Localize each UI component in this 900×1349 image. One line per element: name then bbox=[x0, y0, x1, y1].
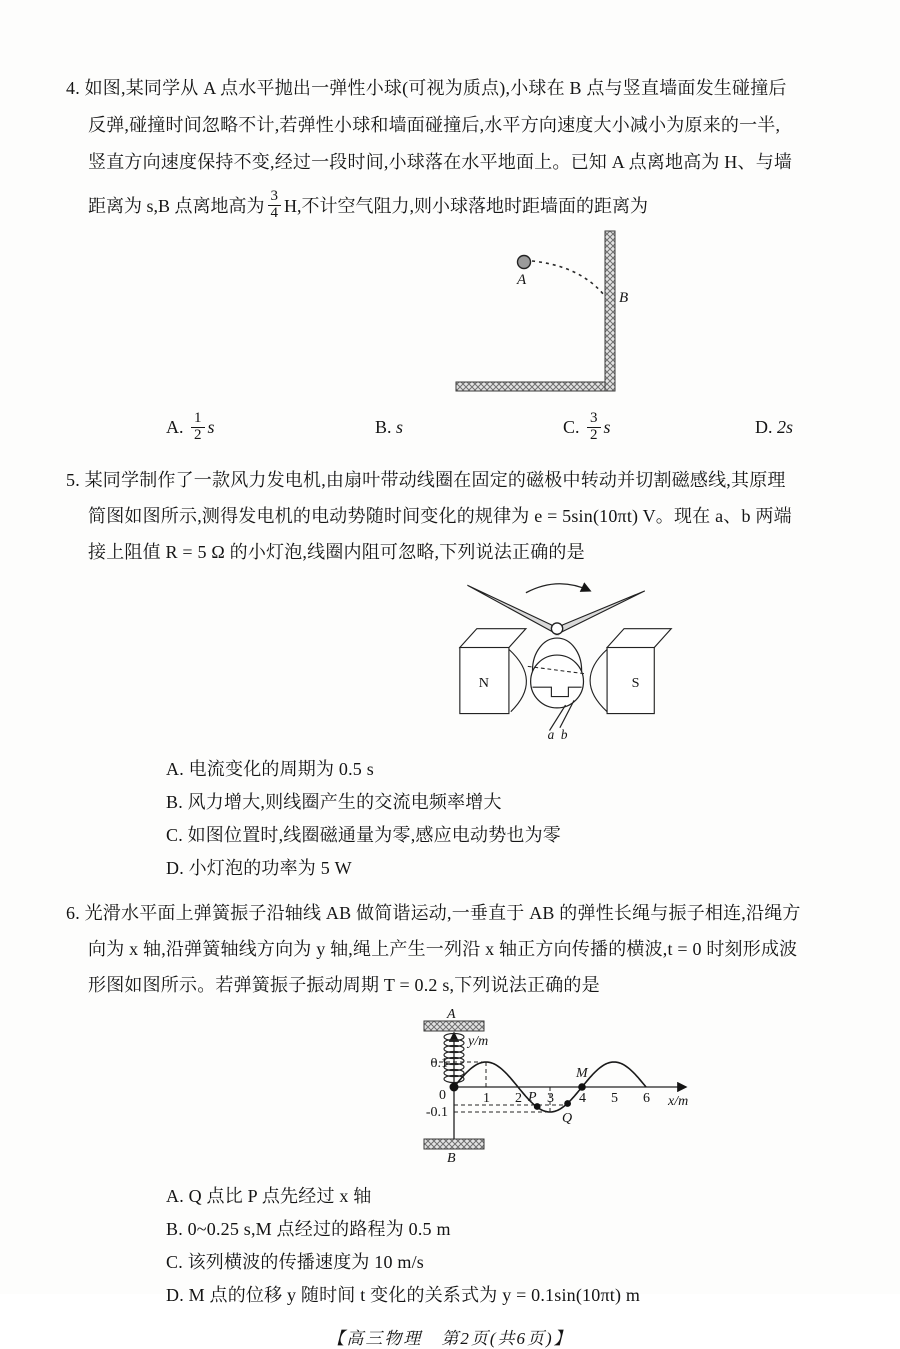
svg-text:3: 3 bbox=[547, 1091, 554, 1106]
footer-text: 【高三物理 第2页(共6页)】 bbox=[327, 1329, 573, 1348]
svg-text:2: 2 bbox=[515, 1091, 522, 1106]
page-footer bbox=[0, 1324, 900, 1349]
y-axis-label: y/m bbox=[468, 1034, 489, 1049]
fraction-denominator: 2 bbox=[587, 427, 601, 444]
option-b bbox=[375, 417, 563, 438]
q4-projectile-diagram bbox=[454, 231, 674, 397]
coil bbox=[531, 655, 584, 708]
fan-blade-left bbox=[467, 585, 557, 634]
option-label: C. bbox=[563, 416, 580, 437]
y-tick-negative: -0.1 bbox=[425, 1105, 448, 1120]
option-c: C. 如图位置时,线圈磁通量为零,感应电动势也为零 bbox=[166, 825, 562, 845]
option-label: B. bbox=[375, 416, 392, 437]
q5-options bbox=[166, 753, 852, 885]
question-6-text bbox=[66, 895, 852, 1003]
option-a: A. 电流变化的周期为 0.5 s bbox=[166, 759, 374, 779]
option-a: A. Q 点比 P 点先经过 x 轴 bbox=[166, 1186, 372, 1206]
option-c: C. 该列横波的传播速度为 10 m/s bbox=[166, 1252, 425, 1272]
point-a-label: A bbox=[517, 272, 527, 288]
option-suffix: s bbox=[603, 416, 611, 437]
rotation-arrow bbox=[526, 584, 590, 593]
magnet-south bbox=[607, 629, 671, 714]
fraction-numerator: 3 bbox=[590, 409, 598, 426]
point-m bbox=[578, 1083, 586, 1091]
option-a bbox=[166, 411, 375, 444]
option-label: D. bbox=[755, 416, 773, 437]
option-value: 2s bbox=[777, 416, 794, 437]
pole-face-left bbox=[509, 649, 526, 711]
wall-top bbox=[424, 1021, 484, 1031]
svg-text:4: 4 bbox=[579, 1091, 586, 1106]
point-b-label: B bbox=[619, 290, 629, 306]
svg-text:5: 5 bbox=[611, 1091, 618, 1106]
question-line: 形图如图所示。若弹簧振子振动周期 T = 0.2 s,下列说法正确的是 bbox=[88, 975, 600, 995]
option-b: B. 风力增大,则线圈产生的交流电频率增大 bbox=[166, 792, 502, 812]
y-tick-positive: 0.1 bbox=[430, 1056, 448, 1071]
origin-label: 0 bbox=[439, 1088, 446, 1103]
q6-figure bbox=[392, 1009, 852, 1172]
fan-blade-right bbox=[557, 591, 645, 634]
option-c bbox=[563, 411, 755, 444]
ball bbox=[518, 256, 531, 269]
fraction-denominator: 2 bbox=[191, 427, 205, 444]
question-line: 向为 x 轴,沿弹簧轴线方向为 y 轴,绳上产生一列沿 x 轴正方向传播的横波,t = 0 时刻形成波 bbox=[88, 939, 798, 959]
option-d: D. 小灯泡的功率为 5 W bbox=[166, 858, 352, 878]
q6-wave-diagram bbox=[392, 1009, 697, 1167]
magnet-north bbox=[460, 629, 526, 714]
question-line: 竖直方向速度保持不变,经过一段时间,小球落在水平地面上。已知 A 点离地高为 H、与墙 bbox=[88, 152, 793, 172]
fraction-numerator: 3 bbox=[270, 187, 279, 204]
point-m-label: M bbox=[576, 1066, 588, 1081]
question-line: 4. 如图,某同学从 A 点水平抛出一弹性小球(可视为质点),小球在 B 点与竖直墙面发生碰撞后 bbox=[66, 78, 787, 98]
option-suffix: s bbox=[207, 416, 215, 437]
question-line: 6. 光滑水平面上弹簧振子沿轴线 AB 做简谐运动,一垂直于 AB 的弹性长绳与振子相连,沿绳方 bbox=[66, 903, 801, 923]
question-line: 简图如图所示,测得发电机的电动势随时间变化的规律为 e = 5sin(10πt) V。现在 a、b 两端 bbox=[88, 506, 792, 526]
trajectory-dotted bbox=[532, 261, 604, 295]
fraction-three-halves bbox=[587, 411, 601, 444]
q6-options bbox=[166, 1180, 852, 1312]
option-value: s bbox=[396, 416, 404, 437]
text-after-fraction: H,不计空气阻力,则小球落地时距墙面的距离为 bbox=[284, 196, 649, 216]
question-line: 5. 某同学制作了一款风力发电机,由扇叶带动线圈在固定的磁极中转动并切割磁感线,其原理 bbox=[66, 470, 786, 490]
wall-bottom bbox=[424, 1139, 484, 1149]
svg-text:6: 6 bbox=[643, 1091, 650, 1106]
q4-options bbox=[166, 402, 852, 452]
question-line: 反弹,碰撞时间忽略不计,若弹性小球和墙面碰撞后,水平方向速度大小减小为原来的一半, bbox=[88, 115, 781, 135]
q5-generator-diagram bbox=[444, 572, 672, 743]
wall bbox=[605, 231, 615, 391]
option-d bbox=[755, 417, 793, 438]
south-pole-label: S bbox=[631, 675, 640, 692]
wall-a-label: A bbox=[447, 1007, 456, 1022]
north-pole-label: N bbox=[478, 675, 489, 692]
q5-figure bbox=[444, 572, 852, 745]
fraction-numerator: 1 bbox=[194, 409, 202, 426]
fraction-one-half bbox=[191, 411, 205, 444]
fraction-three-quarters bbox=[268, 189, 282, 222]
terminal-a-label: a bbox=[547, 727, 555, 743]
terminal-b-label: b bbox=[560, 727, 568, 743]
point-p-label: P bbox=[528, 1090, 537, 1105]
svg-text:1: 1 bbox=[483, 1091, 490, 1106]
question-6 bbox=[66, 895, 852, 1312]
pole-face-right bbox=[590, 649, 607, 711]
text-before-fraction: 距离为 s,B 点离地高为 bbox=[88, 196, 265, 216]
fraction-denominator: 4 bbox=[268, 205, 282, 222]
x-axis-label: x/m bbox=[668, 1094, 689, 1109]
fan-hub bbox=[551, 623, 562, 634]
question-5 bbox=[66, 462, 852, 885]
question-5-text bbox=[66, 462, 852, 570]
point-q-label: Q bbox=[562, 1111, 573, 1126]
oscillator-mass bbox=[450, 1083, 459, 1092]
question-line: 接上阻值 R = 5 Ω 的小灯泡,线圈内阻可忽略,下列说法正确的是 bbox=[88, 542, 585, 562]
question-4 bbox=[66, 0, 852, 452]
option-b: B. 0~0.25 s,M 点经过的路程为 0.5 m bbox=[166, 1219, 451, 1239]
question-4-text bbox=[66, 70, 852, 229]
q4-figure bbox=[454, 231, 852, 402]
option-d: D. M 点的位移 y 随时间 t 变化的关系式为 y = 0.1sin(10πt) m bbox=[166, 1285, 641, 1305]
ground bbox=[456, 382, 605, 391]
option-label: A. bbox=[166, 416, 184, 437]
wall-b-label: B bbox=[447, 1151, 456, 1166]
point-q bbox=[564, 1100, 571, 1107]
question-line bbox=[66, 181, 852, 229]
